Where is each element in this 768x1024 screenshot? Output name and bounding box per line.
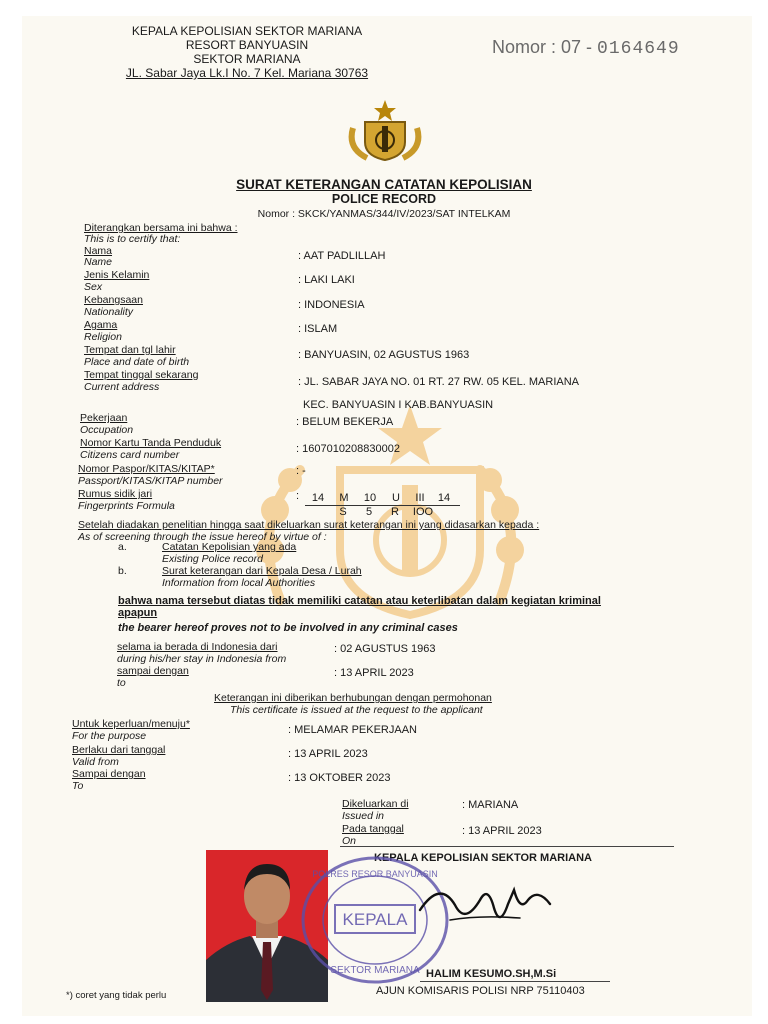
nomor-value: 0164649 [597,39,680,59]
stay-label-en: during his/her stay in Indonesia from [117,653,287,665]
field-value-nationality: : INDONESIA [298,299,365,311]
field-label: Tempat tinggal sekarang [84,369,199,381]
statement-en: the bearer hereof proves not to be involved in any criminal cases [118,622,458,634]
header-address: JL. Sabar Jaya Lk.I No. 7 Kel. Mariana 30763 [125,66,369,80]
valid-to-value: : 13 OKTOBER 2023 [288,772,391,784]
document-number [492,37,680,59]
issued-in-label-en: Issued in [342,810,385,822]
signature-divider [340,846,674,847]
fingerprint-cell: U [392,492,400,504]
field-label: Jenis Kelamin [84,269,150,281]
stamp-center-text: KEPALA [342,910,408,929]
header-line-1: KEPALA KEPOLISIAN SEKTOR MARIANA [131,24,363,38]
field-label: Nomor Paspor/KITAS/KITAP* [78,463,215,475]
issued-on-value: : 13 APRIL 2023 [462,825,542,837]
field-value-address-line2: KEC. BANYUASIN I KAB.BANYUASIN [303,399,494,411]
field-label-en: Fingerprints Formula [78,500,175,512]
statement-line-1: bahwa nama tersebut diatas tidak memiliki catatan atau keterlibatan dalam kegiatan kriminal [118,595,601,607]
valid-to-label-en: To [72,780,84,792]
field-label-en: Current address [84,381,160,393]
field-value-sex: : LAKI LAKI [298,274,355,286]
field-label-en: Citizens card number [80,449,180,461]
field-label-en: Place and date of birth [84,356,190,368]
header-line-3: SEKTOR MARIANA [193,52,301,66]
stay-from-value: : 02 AGUSTUS 1963 [334,643,436,655]
fingerprint-cell: IOO [412,506,434,518]
police-emblem-icon [345,98,425,162]
request-id: Keterangan ini diberikan berhubungan dengan permohonan [214,692,492,704]
field-label: Nomor Kartu Tanda Penduduk [80,437,222,449]
field-value-birth: : BANYUASIN, 02 AGUSTUS 1963 [298,349,470,361]
stay-to-value: : 13 APRIL 2023 [334,667,414,679]
field-value-id-card: : 1607010208830002 [296,443,400,455]
field-value-religion: : ISLAM [298,323,338,335]
issued-in-value: : MARIANA [462,799,519,811]
stay-label: selama ia berada di Indonesia dari [117,641,278,653]
valid-from-label-en: Valid from [72,756,119,768]
fingerprint-cell: S [339,506,347,518]
field-value-occupation: : BELUM BEKERJA [296,416,394,428]
field-label-en: Religion [84,331,122,343]
issued-in-label: Dikeluarkan di [342,798,409,810]
issued-on-label-en: On [342,835,357,847]
field-label: Rumus sidik jari [78,488,153,500]
screening-id: Setelah diadakan penelitian hingga saat dikeluarkan surat keterangan ini yang didasarkan kepada : [78,519,540,531]
screening-item-en: Existing Police record [162,553,263,565]
header-line-2: RESORT BANYUASIN [185,38,309,52]
fingerprint-cell: 14 [311,492,325,504]
intro-en: This is to certify that: [84,233,181,245]
document-title: SURAT KETERANGAN CATATAN KEPOLISIAN [236,177,532,192]
intro-id: Diterangkan bersama ini bahwa : [84,222,238,234]
nomor-label: Nomor : 07 - [492,37,593,57]
field-label: Nama [84,245,113,257]
footnote: *) coret yang tidak perlu [66,990,167,1001]
field-label: Kebangsaan [84,294,143,306]
fingerprint-cell: 5 [365,506,373,518]
field-label-en: Occupation [80,424,134,436]
field-value-name: : AAT PADLILLAH [298,250,386,262]
field-value-fingerprint-colon: : [296,490,300,502]
fingerprint-cell: R [391,506,399,518]
document-subtitle: POLICE RECORD [331,192,437,206]
screening-item-en: Information from local Authorities [162,577,316,589]
purpose-label-en: For the purpose [72,730,147,742]
fingerprint-row-2 [330,506,438,519]
valid-to-label: Sampai dengan [72,768,146,780]
fingerprint-row-1 [305,492,460,506]
field-label: Pekerjaan [80,412,128,424]
screening-item-mark: a. [118,541,127,553]
stamp-bottom-text: SEKTOR MARIANA [330,965,420,976]
handwritten-signature [410,870,560,940]
fingerprint-cell: M [339,492,349,504]
screening-item-mark: b. [118,565,127,577]
field-label-en: Name [84,256,113,268]
fingerprint-cell: III [415,492,425,504]
stay-label: sampai dengan [117,665,189,677]
valid-from-value: : 13 APRIL 2023 [288,748,368,760]
request-en: This certificate is issued at the request to the applicant [230,704,483,716]
screening-item-id: Surat keterangan dari Kepala Desa / Lurah [162,565,362,577]
screening-en: As of screening through the issue hereof by virtue of : [78,531,327,543]
fingerprint-cell: 10 [363,492,377,504]
purpose-label: Untuk keperluan/menuju* [72,718,190,730]
signatory-divider [420,981,610,982]
field-value-passport: : - [296,465,306,477]
valid-from-label: Berlaku dari tanggal [72,744,166,756]
fingerprint-cell: 14 [437,492,451,504]
statement-line-2: apapun [118,607,158,619]
purpose-value: : MELAMAR PEKERJAAN [288,724,417,736]
field-label-en: Nationality [84,306,134,318]
stay-label-en: to [117,677,126,689]
certificate-number: Nomor : SKCK/YANMAS/344/IV/2023/SAT INTELKAM [257,208,511,220]
field-label-en: Sex [84,281,103,293]
signatory-rank: AJUN KOMISARIS POLISI NRP 75110403 [376,985,585,997]
field-label: Agama [84,319,118,331]
field-label: Tempat dan tgl lahir [84,344,176,356]
signatory-name: HALIM KESUMO.SH,M.Si [426,968,557,980]
stamp-top-text: POLRES RESOR BANYUASIN [312,869,438,879]
field-label-en: Passport/KITAS/KITAP number [78,475,223,487]
signature-office: KEPALA KEPOLISIAN SEKTOR MARIANA [374,852,592,864]
issued-on-label: Pada tanggal [342,823,404,835]
screening-item-id: Catatan Kepolisian yang ada [162,541,297,553]
field-value-address: : JL. SABAR JAYA NO. 01 RT. 27 RW. 05 KEL. MARIANA [298,376,580,388]
